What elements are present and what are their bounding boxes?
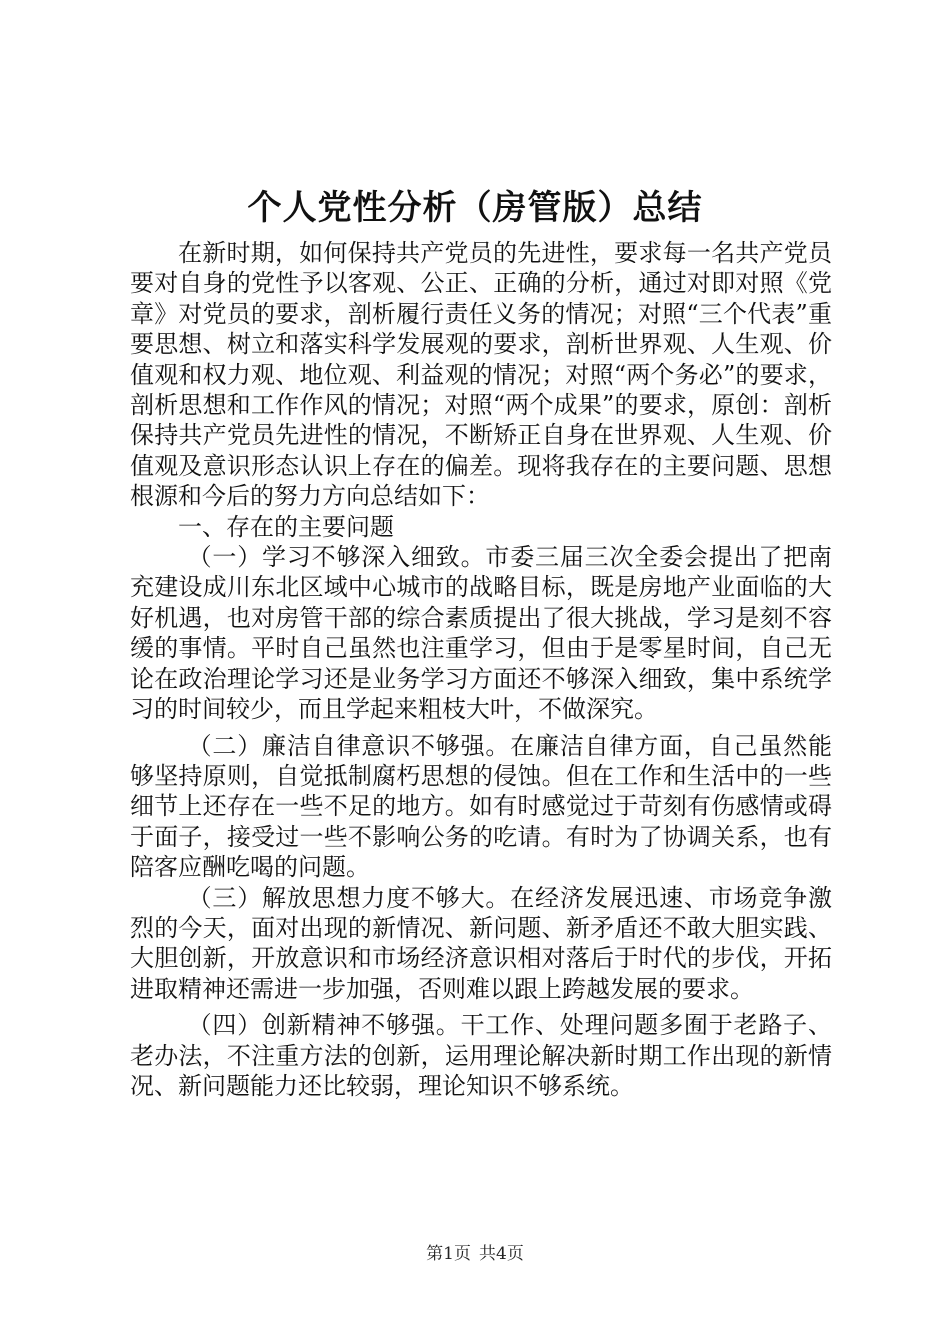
section-heading: 一、存在的主要问题: [178, 512, 394, 541]
problem-paragraph-1: （一）学习不够深入细致。市委三届三次全委会提出了把南充建设成川东北区域中心城市的战略目标，既是房地产业面临的大好机遇，也对房管干部的综合素质提出了很大挑战，学习是刻不容缓的事情。平时自己虽然也注重学习，但由于是零星时间，自己无论在政治理论学习还是业务学习方面还不够深入细致，集中系统学习的时间较少，而且学起来粗枝大叶，不做深究。: [130, 543, 832, 724]
problem-paragraph-2: （二）廉洁自律意识不够强。在廉洁自律方面，自己虽然能够坚持原则，自觉抵制腐朽思想的侵蚀。但在工作和生活中的一些细节上还存在一些不足的地方。如有时感觉过于苛刻有伤感情或碍于面子，接受过一些不影响公务的吃请。有时为了协调关系，也有陪客应酬吃喝的问题。: [130, 731, 832, 882]
page-number: 第1页: [426, 1244, 471, 1264]
intro-paragraph: 在新时期，如何保持共产党员的先进性，要求每一名共产党员要对自身的党性予以客观、公正、正确的分析，通过对即对照《党章》对党员的要求，剖析履行责任义务的情况；对照“三个代表”重要思想、树立和落实科学发展观的要求，剖析世界观、人生观、价值观和权力观、地位观、利益观的情况；对照“两个务必”的要求，剖析思想和工作作风的情况；对照“两个成果”的要求，原创：剖析保持共产党员先进性的情况，不断矫正自身在世界观、人生观、价值观及意识形态认识上存在的偏差。现将我存在的主要问题、思想根源和今后的努力方向总结如下：: [130, 239, 832, 511]
page-footer: [0, 1243, 950, 1265]
problem-paragraph-3: （三）解放思想力度不够大。在经济发展迅速、市场竞争激烈的今天，面对出现的新情况、新问题、新矛盾还不敢大胆实践、大胆创新，开放意识和市场经济意识相对落后于时代的步伐，开拓进取精神还需进一步加强，否则难以跟上跨越发展的要求。: [130, 883, 832, 1003]
document-title: 个人党性分析（房管版）总结: [247, 188, 703, 228]
document-body: [130, 238, 832, 1101]
problem-paragraph-4: （四）创新精神不够强。干工作、处理问题多囿于老路子、老办法，不注重方法的创新，运用理论解决新时期工作出现的新情况、新问题能力还比较弱，理论知识不够系统。: [130, 1011, 832, 1100]
page-total: 共4页: [479, 1244, 524, 1264]
